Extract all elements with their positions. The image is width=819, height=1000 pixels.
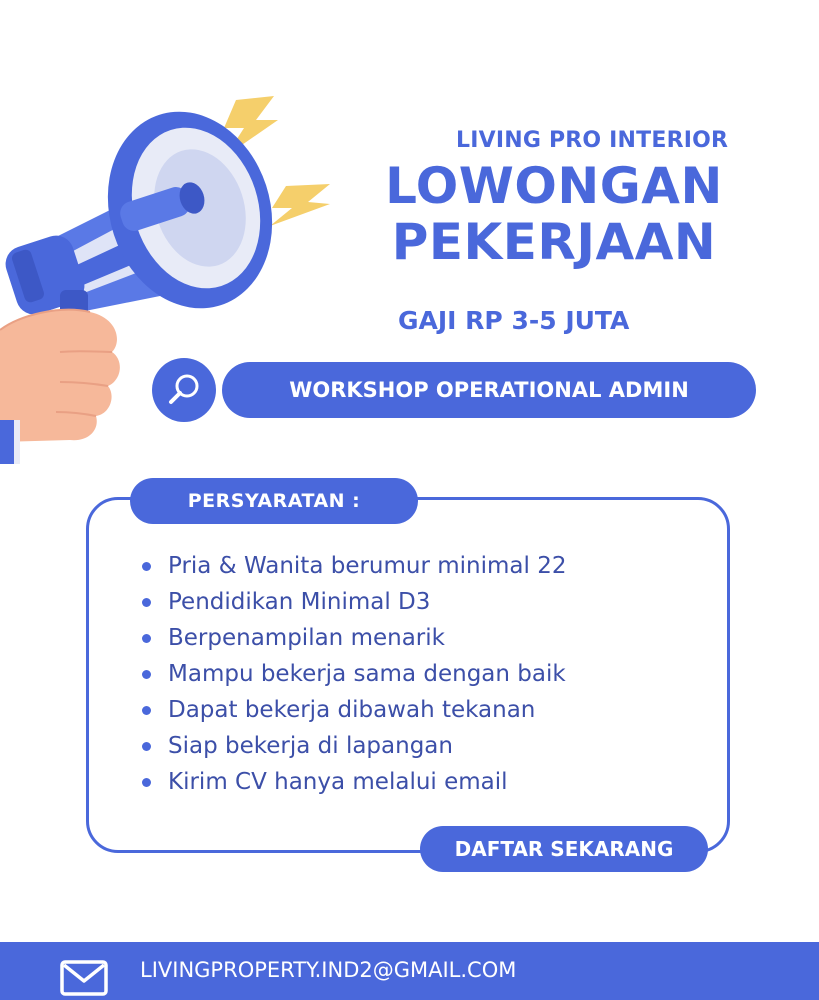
- page-title: [344, 158, 764, 270]
- requirements-heading: PERSYARATAN :: [130, 478, 418, 524]
- bullet-icon: [142, 670, 151, 679]
- headline-line-2: PEKERJAAN: [391, 213, 717, 271]
- bullet-icon: [142, 706, 151, 715]
- salary-range: GAJI RP 3-5 JUTA: [398, 306, 630, 335]
- search-icon: [164, 370, 204, 410]
- bullet-icon: [142, 742, 151, 751]
- list-item: [142, 764, 566, 800]
- list-item: [142, 548, 566, 584]
- list-item: [142, 692, 566, 728]
- apply-now-button[interactable]: DAFTAR SEKARANG: [420, 826, 708, 872]
- contact-email[interactable]: LIVINGPROPERTY.IND2@GMAIL.COM: [140, 958, 517, 982]
- company-name: LIVING PRO INTERIOR: [456, 128, 729, 153]
- requirement-text: Siap bekerja di lapangan: [168, 733, 453, 759]
- mail-icon: [60, 960, 108, 996]
- requirement-text: Pendidikan Minimal D3: [168, 589, 431, 615]
- requirement-text: Pria & Wanita berumur minimal 22: [168, 553, 567, 579]
- requirement-text: Dapat bekerja dibawah tekanan: [168, 697, 536, 723]
- requirements-list: [142, 548, 566, 800]
- requirement-text: Mampu bekerja sama dengan baik: [168, 661, 566, 687]
- list-item: [142, 620, 566, 656]
- search-badge: [152, 358, 216, 422]
- list-item: [142, 728, 566, 764]
- list-item: [142, 656, 566, 692]
- bullet-icon: [142, 778, 151, 787]
- footer-bar: [0, 942, 819, 1000]
- requirement-text: Berpenampilan menarik: [168, 625, 445, 651]
- requirement-text: Kirim CV hanya melalui email: [168, 769, 508, 795]
- position-title: WORKSHOP OPERATIONAL ADMIN: [222, 362, 756, 418]
- hand-icon: [0, 310, 120, 464]
- headline-line-1: LOWONGAN: [385, 157, 723, 215]
- bullet-icon: [142, 562, 151, 571]
- bullet-icon: [142, 598, 151, 607]
- bullet-icon: [142, 634, 151, 643]
- list-item: [142, 584, 566, 620]
